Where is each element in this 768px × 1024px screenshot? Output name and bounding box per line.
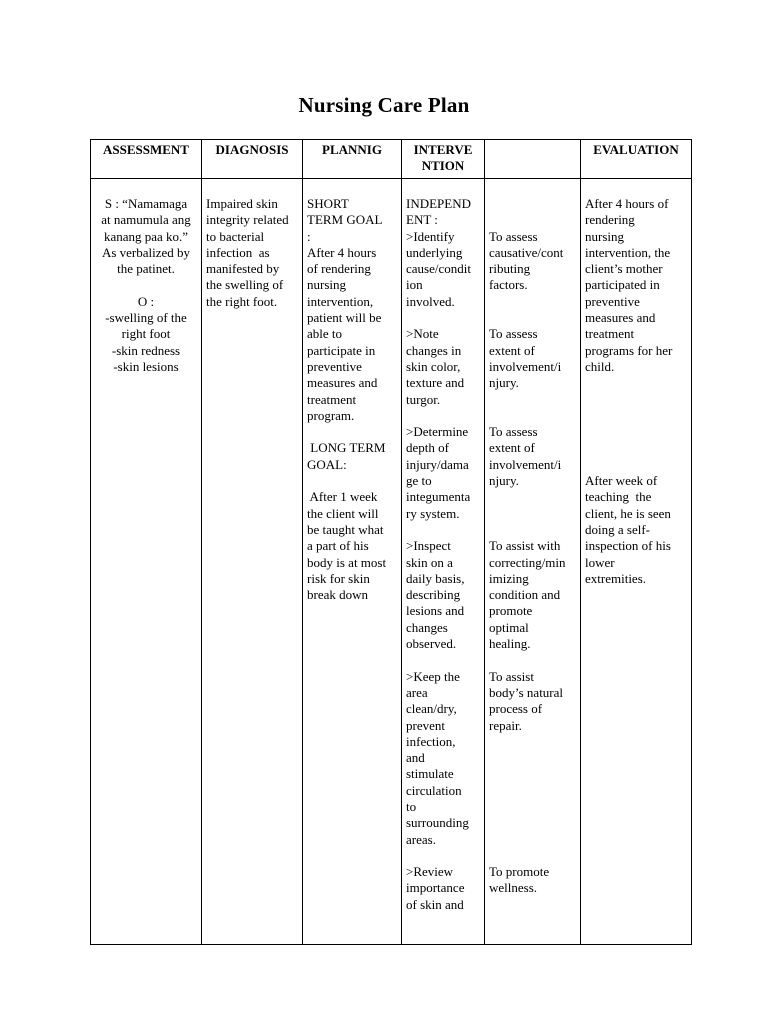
cell-text-line: njury.	[489, 375, 519, 391]
intervention-cell	[402, 179, 485, 945]
line-gap	[489, 750, 576, 766]
cell-text-line: involved.	[406, 293, 455, 309]
cell-text-line: circulation	[406, 782, 462, 798]
table-row	[91, 179, 692, 945]
cell-text-line: To assess	[489, 424, 538, 440]
cell-text-line: nursing	[585, 228, 624, 244]
line-gap	[489, 652, 576, 668]
cell-text-line: extremities.	[585, 570, 647, 586]
cell-text-line: GOAL:	[307, 456, 347, 472]
cell-text-line: nursing	[307, 277, 346, 293]
cell-text-line: Impaired skin	[206, 196, 278, 211]
cell-text-line: preventive	[585, 293, 640, 309]
cell-text-line: risk for skin	[307, 570, 370, 586]
planning-cell	[303, 179, 402, 945]
cell-text-line: measures and	[585, 310, 656, 326]
cell-text-line: extent of	[489, 342, 535, 358]
cell-text-line: intervention,	[307, 293, 374, 309]
cell-text-line: :	[307, 228, 311, 244]
cell-text-line: To assist with	[489, 538, 561, 554]
line-gap	[489, 848, 576, 864]
cell-text-line: involvement/i	[489, 358, 562, 374]
cell-text-line: integumenta	[406, 489, 471, 505]
rationale-cell	[485, 179, 581, 945]
cell-text-line: clean/dry,	[406, 701, 457, 717]
line-gap	[585, 408, 687, 424]
cell-text-line: the right foot.	[206, 293, 278, 309]
cell-text-line: TERM GOAL	[307, 212, 383, 228]
cell-text-line: the swelling of	[206, 277, 284, 293]
cell-text-line: prevent	[406, 717, 445, 733]
line-gap	[585, 392, 687, 408]
cell-text-line: correcting/min	[489, 554, 566, 570]
cell-text-line: preventive	[307, 358, 362, 374]
line-gap	[489, 310, 576, 326]
cell-text-line: surrounding	[406, 815, 469, 831]
cell-text-line: -skin redness	[111, 342, 181, 358]
line-gap	[406, 848, 480, 864]
cell-text-line: S : “Namamaga	[104, 196, 188, 211]
cell-text-line: infection,	[406, 733, 456, 749]
cell-text-line: As verbalized by	[101, 244, 191, 260]
cell-text-line: wellness.	[489, 880, 538, 896]
cell-text-line: a part of his	[307, 538, 369, 554]
cell-text-line: skin color,	[406, 358, 461, 374]
cell-text-line: lesions and	[406, 603, 465, 619]
line-gap	[489, 212, 576, 228]
assessment-cell	[91, 179, 202, 945]
cell-text-line: treatment	[307, 391, 357, 407]
cell-text-line: promote	[489, 603, 533, 619]
cell-text-line: client’s mother	[585, 261, 663, 277]
line-gap	[489, 766, 576, 782]
cell-text-line: skin on a	[406, 554, 453, 570]
line-gap	[585, 457, 687, 473]
cell-text-line: body is at most	[307, 554, 387, 570]
cell-text-line: describing	[406, 587, 461, 603]
line-gap	[307, 473, 397, 489]
cell-text-line: treatment	[585, 326, 635, 342]
cell-text-line: >Review	[406, 864, 454, 880]
cell-text-line: After 1 week	[307, 489, 378, 505]
cell-text-line: observed.	[406, 636, 457, 652]
cell-text-line: program.	[307, 407, 355, 423]
cell-text-line: To promote	[489, 864, 550, 880]
cell-text-line: body’s natural	[489, 684, 564, 700]
cell-text-line: >Determine	[406, 424, 469, 440]
cell-text-line: turgor.	[406, 391, 441, 407]
line-gap	[489, 783, 576, 799]
cell-text-line: repair.	[489, 717, 522, 733]
line-gap	[489, 799, 576, 815]
cell-text-line: >Keep the	[406, 668, 460, 684]
cell-text-line: optimal	[489, 619, 529, 635]
header-evaluation: EVALUATION	[581, 140, 692, 179]
line-gap	[489, 489, 576, 505]
cell-text-line: intervention, the	[585, 244, 671, 260]
cell-text-line: right foot	[121, 326, 171, 342]
cell-text-line: After week of	[585, 473, 658, 489]
header-assessment: ASSESSMENT	[91, 140, 202, 179]
line-gap	[307, 424, 397, 440]
cell-text-line: stimulate	[406, 766, 454, 782]
cell-text-line: manifested by	[206, 261, 280, 277]
header-line: NTION	[421, 158, 465, 174]
header-planning: PLANNIG	[303, 140, 402, 179]
cell-text-line: participated in	[585, 277, 660, 293]
cell-text-line: areas.	[406, 831, 436, 847]
cell-text-line: O :	[137, 293, 155, 309]
cell-text-line: lower	[585, 554, 615, 570]
evaluation-cell	[581, 179, 692, 945]
header-row	[91, 140, 692, 179]
cell-text-line: underlying	[406, 244, 463, 260]
cell-text-line: njury.	[489, 473, 519, 489]
cell-text-line: injury/dama	[406, 456, 469, 472]
cell-text-line: SHORT	[307, 196, 349, 211]
cell-text-line: To assess	[489, 228, 538, 244]
line-gap	[489, 408, 576, 424]
cell-text-line: area	[406, 684, 428, 700]
line-gap	[406, 310, 480, 326]
cell-text-line: client, he is seen	[585, 505, 671, 521]
line-gap	[406, 652, 480, 668]
cell-text-line: inspection of his	[585, 538, 671, 554]
cell-text-line: After 4 hours of	[585, 196, 669, 211]
cell-text-line: causative/cont	[489, 244, 564, 260]
cell-text-line: ry system.	[406, 505, 460, 521]
cell-text-line: After 4 hours	[307, 244, 377, 260]
cell-text-line: extent of	[489, 440, 535, 456]
cell-text-line: measures and	[307, 375, 378, 391]
cell-text-line: kanang paa ko.”	[103, 228, 189, 244]
cell-text-line: ion	[406, 277, 423, 293]
cell-text-line: teaching the	[585, 489, 652, 505]
page-title: Nursing Care Plan	[298, 93, 470, 117]
cell-text-line: healing.	[489, 636, 531, 652]
cell-text-line: be taught what	[307, 521, 384, 537]
cell-text-line: >Identify	[406, 228, 455, 244]
cell-text-line: -skin lesions	[113, 358, 179, 374]
line-gap	[489, 734, 576, 750]
cell-text-line: break down	[307, 587, 369, 603]
cell-text-line: changes in	[406, 342, 462, 358]
cell-text-line: rendering	[585, 212, 635, 228]
line-gap	[489, 196, 576, 212]
cell-text-line: the client will	[307, 505, 379, 521]
cell-text-line: ENT :	[406, 212, 438, 228]
line-gap	[406, 408, 480, 424]
line-gap	[585, 424, 687, 440]
line-gap	[585, 440, 687, 456]
cell-text-line: child.	[585, 358, 615, 374]
cell-text-line: process of	[489, 701, 543, 717]
cell-text-line: ge to	[406, 473, 432, 489]
line-gap	[95, 277, 197, 293]
cell-text-line: texture and	[406, 375, 465, 391]
cell-text-line: -swelling of the	[105, 310, 187, 326]
cell-text-line: >Note	[406, 326, 439, 342]
cell-text-line: LONG TERM	[307, 440, 386, 456]
cell-text-line: To assist	[489, 668, 534, 684]
cell-text-line: changes	[406, 619, 448, 635]
cell-text-line: infection as	[206, 244, 270, 260]
cell-text-line: cause/condit	[406, 261, 471, 277]
cell-text-line: able to	[307, 326, 343, 342]
cell-text-line: and	[406, 750, 425, 766]
header-rationale	[485, 140, 581, 179]
cell-text-line: of rendering	[307, 261, 371, 277]
cell-text-line: imizing	[489, 570, 529, 586]
cell-text-line: daily basis,	[406, 570, 465, 586]
line-gap	[489, 832, 576, 848]
cell-text-line: ributing	[489, 261, 531, 277]
cell-text-line: doing a self-	[585, 521, 650, 537]
cell-text-line: >Inspect	[406, 538, 451, 554]
line-gap	[406, 522, 480, 538]
cell-text-line: patient will be	[307, 310, 382, 326]
header-intervention	[402, 140, 485, 179]
cell-text-line: importance	[406, 880, 465, 896]
cell-text-line: at namumula ang	[101, 212, 191, 228]
cell-text-line: factors.	[489, 277, 528, 293]
cell-text-line: involvement/i	[489, 456, 562, 472]
cell-text-line: To assess	[489, 326, 538, 342]
line-gap	[489, 522, 576, 538]
cell-text-line: to bacterial	[206, 228, 265, 244]
header-diagnosis: DIAGNOSIS	[202, 140, 303, 179]
line-gap	[489, 392, 576, 408]
line-gap	[489, 294, 576, 310]
cell-text-line: depth of	[406, 440, 449, 456]
cell-text-line: participate in	[307, 342, 376, 358]
cell-text-line: condition and	[489, 587, 561, 603]
care-plan-table	[90, 139, 692, 945]
cell-text-line: of skin and	[406, 896, 464, 912]
cell-text-line: to	[406, 798, 417, 814]
cell-text-line: programs for her	[585, 342, 673, 358]
header-line: INTERVE	[413, 142, 473, 157]
line-gap	[489, 815, 576, 831]
cell-text-line: integrity related	[206, 212, 289, 228]
diagnosis-cell	[202, 179, 303, 945]
line-gap	[489, 506, 576, 522]
line-gap	[585, 375, 687, 391]
cell-text-line: the patinet.	[117, 261, 175, 277]
cell-text-line: INDEPEND	[406, 196, 471, 211]
